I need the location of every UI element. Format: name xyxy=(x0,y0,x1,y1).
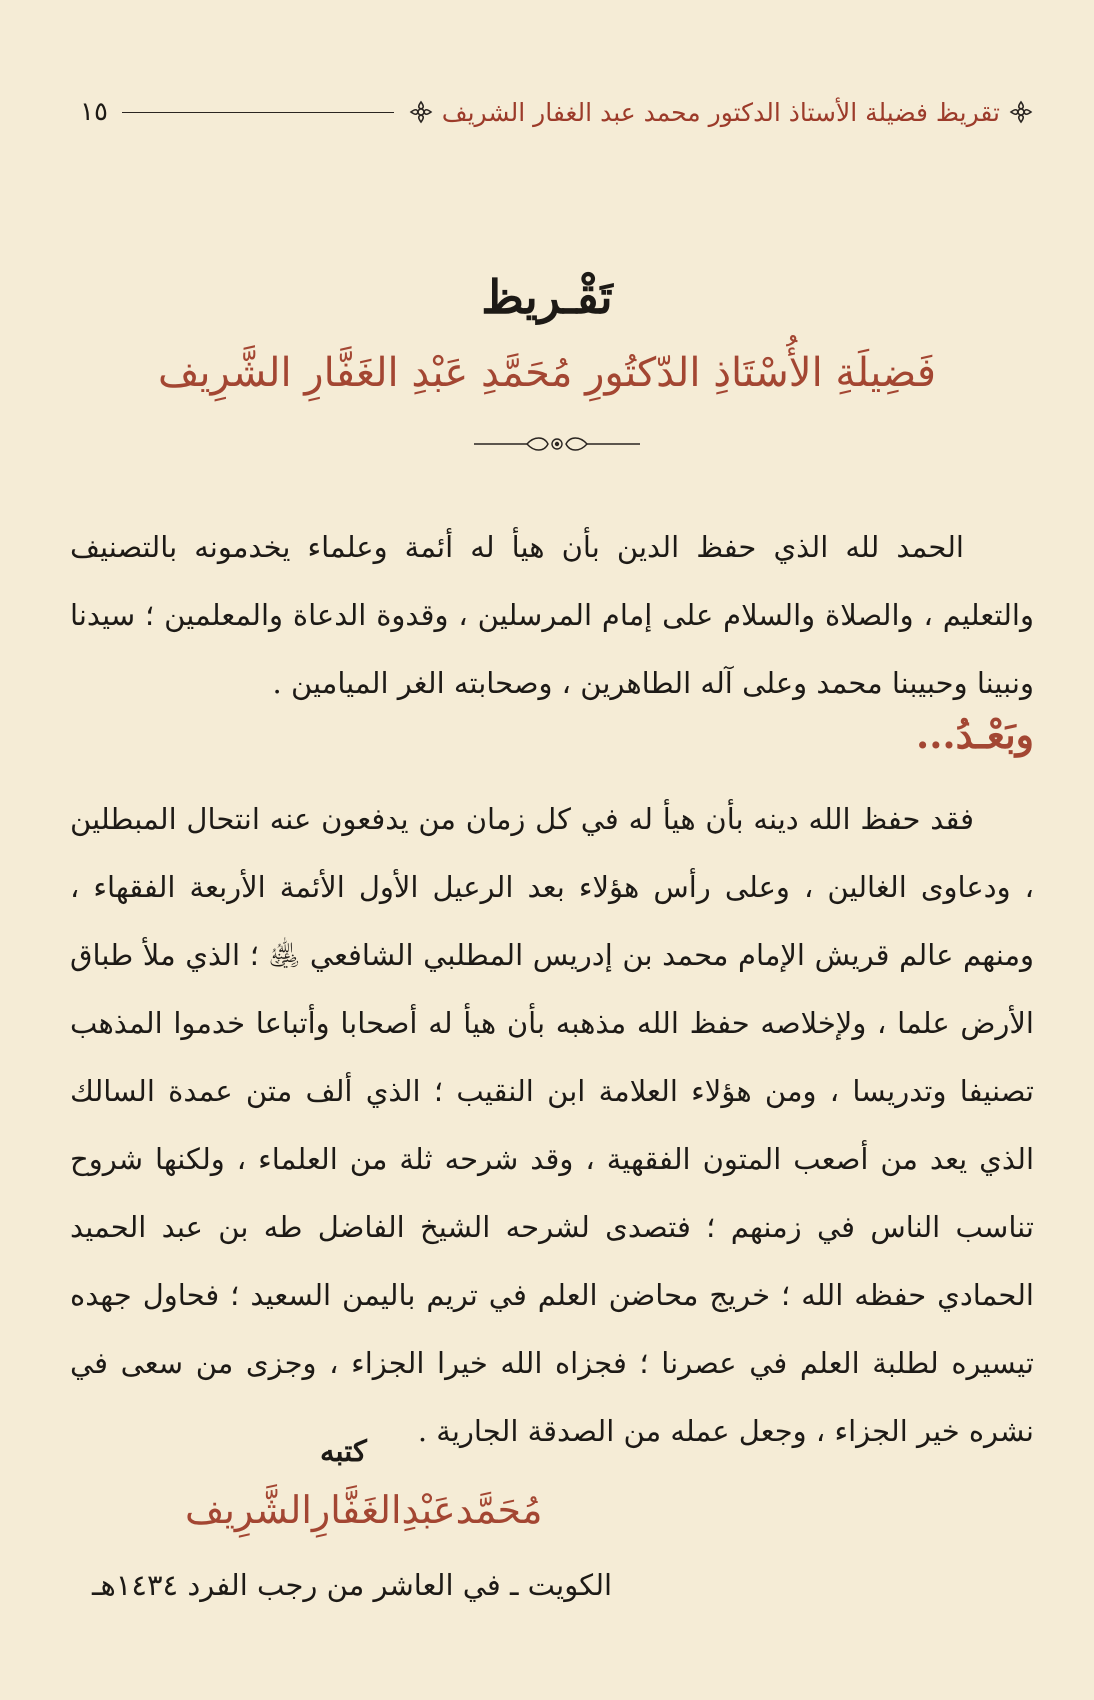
main-title: تَقْـريظ xyxy=(481,270,613,324)
sub-title: فَضِيلَةِ الأُسْتَاذِ الدّكتُورِ مُحَمَّدِ عَبْدِ الغَفَّارِ الشَّرِيف xyxy=(158,350,936,396)
body-paragraph: فقد حفظ الله دينه بأن هيأ له في كل زمان من يدفعون عنه انتحال المبطلين ، ودعاوى الغالين ، وعلى رأس هؤلاء بعد الرعيل الأول الأئمة الأربعة الفقهاء ، ومنهم عالم قريش الإمام محمد بن إدريس المطلبي الشافعي ﵁ ؛ الذي ملأ طباق الأرض علما ، ولإخلاصه حفظ الله مذهبه بأن هيأ له أصحابا وأتباعا خدموا المذهب تصنيفا وتدريسا ، ومن هؤلاء العلامة ابن النقيب ؛ الذي ألف متن عمدة السالك الذي يعد من أصعب المتون الفقهية ، وقد شرحه ثلة من العلماء ، ولكنها شروح تناسب الناس في زمنهم ؛ فتصدى لشرحه الشيخ الفاضل طه بن عبد الحميد الحمادي حفظه الله ؛ خريج محاضن العلم في تريم باليمن السعيد ؛ فحاول جهده تيسيره لطلبة العلم في عصرنا ؛ فجزاه الله خيرا الجزاء ، وجزى من سعى في نشره خير الجزاء ، وجعل عمله من الصدقة الجارية . xyxy=(70,802,1034,1448)
author-signature: مُحَمَّدعَبْدِالغَفَّارِالشَّرِيف xyxy=(185,1488,543,1532)
decorative-divider-icon xyxy=(472,432,642,456)
written-by-label: كتبه xyxy=(320,1434,367,1468)
floral-ornament-icon xyxy=(1008,99,1034,125)
opening-paragraph: الحمد لله الذي حفظ الدين بأن هيأ له أئمة وعلماء يخدمونه بالتصنيف والتعليم ، والصلاة والسلام على إمام المرسلين ، وقدوة الدعاة والمعلمين ؛ سيدنا ونبينا وحبيبنا محمد وعلى آله الطاهرين ، وصحابته الغر الميامين . xyxy=(70,530,1034,700)
running-title: تقريظ فضيلة الأستاذ الدكتور محمد عبد الغفار الشريف xyxy=(441,97,1000,127)
section-heading: وبَعْـدُ... xyxy=(915,712,1034,757)
floral-ornament-icon xyxy=(408,99,434,125)
page-number: ١٥ xyxy=(80,97,108,127)
running-header xyxy=(80,92,1034,132)
place-date-line: الكويت ـ في العاشر من رجب الفرد ١٤٣٤هـ xyxy=(92,1568,613,1602)
header-rule xyxy=(122,112,394,113)
